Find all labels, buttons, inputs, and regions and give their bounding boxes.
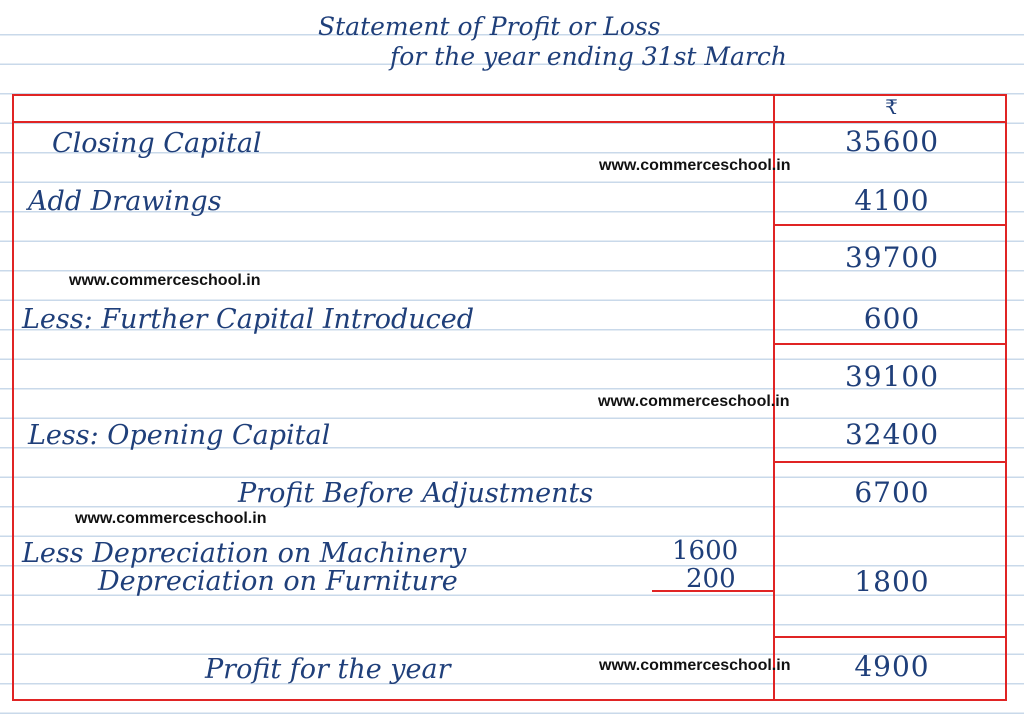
watermark-4: www.commerceschool.in (75, 510, 267, 527)
row-profit-for-year-amount: 4900 (854, 650, 930, 683)
subtotal-rule-2 (775, 343, 1007, 345)
watermark-2: www.commerceschool.in (69, 272, 261, 289)
watermark-3: www.commerceschool.in (598, 393, 790, 410)
row-profit-before-adjustments-amount: 6700 (854, 476, 930, 509)
row-closing-capital-amount: 35600 (844, 125, 940, 158)
row-opening-capital-amount: 32400 (844, 418, 940, 451)
header-rule (12, 121, 1007, 123)
row-depreciation-furniture-label: Depreciation on Furniture (98, 566, 458, 597)
row-profit-before-adjustments-label: Profit Before Adjustments (238, 478, 594, 509)
watermark-1: www.commerceschool.in (599, 157, 791, 174)
row-add-drawings-amount: 4100 (854, 184, 930, 217)
row-further-capital-label: Less: Further Capital Introduced (22, 304, 474, 335)
row-further-capital-amount: 600 (863, 302, 921, 335)
currency-header: ₹ (885, 95, 899, 119)
final-rule (775, 636, 1007, 638)
statement-title: Statement of Profit or Loss (318, 12, 661, 41)
row-opening-capital-label: Less: Opening Capital (28, 420, 331, 451)
total-depreciation-amount: 1800 (854, 565, 930, 598)
row-closing-capital-label: Closing Capital (52, 128, 262, 159)
row-depreciation-machinery-amount: 1600 (672, 536, 739, 566)
row-depreciation-furniture-amount: 200 (686, 564, 736, 594)
subtotal-1-amount: 39700 (844, 241, 940, 274)
subtotal-rule-1 (775, 224, 1007, 226)
row-add-drawings-label: Add Drawings (28, 186, 222, 217)
subtotal-rule-3 (775, 461, 1007, 463)
statement-subtitle: for the year ending 31st March (390, 42, 787, 71)
row-depreciation-machinery-label: Less Depreciation on Machinery (22, 538, 467, 569)
row-profit-for-year-label: Profit for the year (205, 654, 451, 685)
watermark-5: www.commerceschool.in (599, 657, 791, 674)
subtotal-2-amount: 39100 (844, 360, 940, 393)
